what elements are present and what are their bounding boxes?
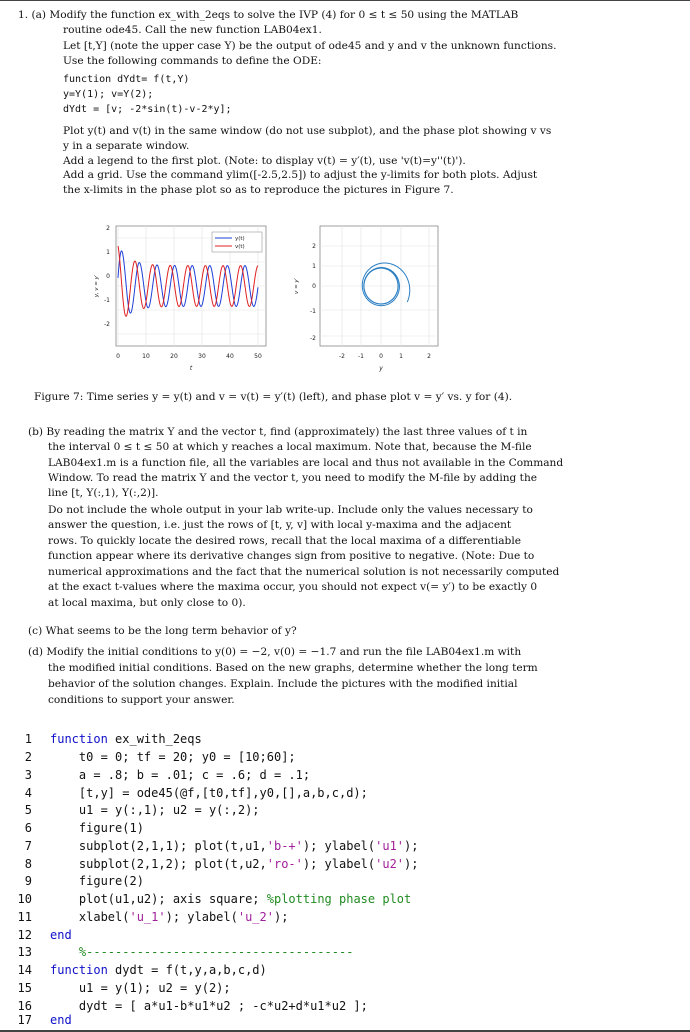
code-line-10 — [50, 892, 411, 906]
part-d-line-4: conditions to support your answer. — [48, 694, 235, 706]
ts-ylabel: y, v = y′ — [94, 274, 100, 298]
code-line-17: end — [50, 1013, 72, 1027]
ph-ytick: 1 — [312, 263, 316, 270]
part-c-line-1: (c) What seems to be the long term behavior of y? — [28, 625, 297, 637]
problem-1a-line-2: routine ode45. Call the new function LAB04ex1. — [63, 24, 322, 36]
part-b-line-8: rows. To quickly locate the desired rows, recall that the local maxima of a differentiable — [48, 535, 521, 547]
code-text: plot(u1,u2); axis square; — [50, 892, 267, 906]
code-line-1 — [50, 732, 202, 746]
ts-xtick: 0 — [116, 353, 120, 360]
part-b-line-4: Window. To read the matrix Y and the vector t, you need to modify the M-file by adding the — [48, 472, 538, 484]
time-series-legend — [212, 232, 262, 252]
code-line-15: u1 = y(1); u2 = y(2); — [50, 981, 231, 995]
code-line-7 — [50, 839, 418, 853]
code-line-11 — [50, 910, 288, 924]
ph-ytick: -2 — [310, 335, 316, 342]
string-literal: 'u1' — [375, 839, 405, 853]
part-b-line-6: Do not include the whole output in your lab write-up. Include only the values necessary to — [48, 504, 533, 516]
code-line-12: end — [50, 928, 72, 942]
ode-code-line-3: dYdt = [v; -2*sin(t)-v-2*y]; — [63, 104, 232, 115]
part-b-line-12: at local maxima, but only close to 0). — [48, 597, 246, 609]
part-b-line-3: LAB04ex1.m is a function file, all the variables are local and thus not available in the Command — [48, 457, 564, 469]
string-literal: 'ro-' — [266, 857, 303, 871]
code-line-2: t0 = 0; tf = 20; y0 = [10;60]; — [50, 750, 296, 764]
part-d-line-2: the modified initial conditions. Based on the new graphs, determine whether the long term — [48, 662, 538, 674]
ph-ytick: 2 — [312, 243, 316, 250]
problem-1a-line-6: y in a separate window. — [63, 140, 190, 152]
ph-xtick: 1 — [399, 353, 403, 360]
ts-ytick: 0 — [106, 273, 110, 280]
ph-xtick: 2 — [427, 353, 431, 360]
line-number: 8 — [24, 857, 32, 871]
code-text: ); ylabel( — [302, 857, 376, 871]
code-line-16: dydt = [ a*u1-b*u1*u2 ; -c*u2+d*u1*u2 ]; — [50, 999, 368, 1013]
code-line-3: a = .8; b = .01; c = .6; d = .1; — [50, 768, 311, 782]
code-line-5: u1 = y(:,1); u2 = y(:,2); — [50, 803, 260, 817]
code-line-4: [t,y] = ode45(@f,[t0,tf],y0,[],a,b,c,d); — [50, 786, 368, 800]
code-text: xlabel( — [50, 910, 130, 924]
legend-y-label: y(t) — [235, 236, 245, 242]
line-number: 14 — [17, 963, 32, 977]
line-number: 11 — [17, 910, 32, 924]
code-line-8 — [50, 857, 418, 871]
line-number: 4 — [24, 786, 32, 800]
line-number: 15 — [17, 981, 32, 995]
part-b-line-9: function appear where its derivative changes sign from positive to negative. (Note: Due to — [48, 550, 535, 562]
ode-code-line-2: y=Y(1); v=Y(2); — [63, 89, 154, 100]
code-line-14 — [50, 963, 267, 977]
part-b-line-7: answer the question, i.e. just the rows of [t, y, v] with local y-maxima and the adjacent — [48, 519, 512, 531]
line-number: 6 — [24, 821, 32, 835]
ph-xtick: 0 — [379, 353, 383, 360]
code-text: subplot(2,1,1); plot(t,u1, — [50, 839, 267, 853]
phase-plot — [284, 218, 444, 373]
code-text: ); ylabel( — [165, 910, 238, 924]
line-number: 9 — [24, 874, 32, 888]
problem-1a-line-1: 1. (a) Modify the function ex_with_2eqs to solve the IVP (4) for 0 ≤ t ≤ 50 using the MATLAB — [18, 9, 519, 21]
time-series-yticks — [104, 225, 110, 328]
problem-1a-line-9: the x-limits in the phase plot so as to reproduce the pictures in Figure 7. — [63, 184, 454, 196]
string-literal: 'u_2' — [237, 910, 274, 924]
problem-1a-line-7: Add a legend to the first plot. (Note: to display v(t) = y′(t), use 'v(t)=y''(t)'). — [63, 155, 466, 167]
ts-xtick: 10 — [142, 353, 150, 360]
code-text: ); — [404, 857, 419, 871]
line-number: 10 — [17, 892, 32, 906]
ts-ytick: -2 — [104, 321, 110, 328]
phase-xticks — [339, 353, 431, 360]
code-text: ex_with_2eqs — [107, 732, 202, 746]
part-b-line-5: line [t, Y(:,1), Y(:,2)]. — [48, 487, 159, 499]
string-literal: 'u_1' — [129, 910, 166, 924]
code-comment: %plotting phase plot — [266, 892, 412, 906]
keyword: function — [50, 732, 108, 746]
line-number: 12 — [17, 928, 32, 942]
problem-1a-line-8: Add a grid. Use the command ylim([-2.5,2.5]) to adjust the y-limits for both plots. Adjust — [63, 169, 538, 181]
code-text: ); — [273, 910, 289, 924]
ts-ytick: 2 — [106, 225, 110, 232]
line-number: 1 — [24, 732, 32, 746]
part-b-line-11: at the exact t-values where the maxima occur, you should not expect v(= y′) to be exactly 0 — [48, 581, 538, 593]
line-number: 2 — [24, 750, 32, 764]
code-text: dydt = f(t,y,a,b,c,d) — [107, 963, 267, 977]
string-literal: 'b-+' — [266, 839, 303, 853]
code-line-13: %------------------------------------- — [50, 945, 354, 959]
time-series-plot — [84, 218, 280, 373]
line-number: 7 — [24, 839, 32, 853]
code-line-6: figure(1) — [50, 821, 144, 835]
problem-1a-line-3: Let [t,Y] (note the upper case Y) be the output of ode45 and y and v the unknown functions. — [63, 40, 557, 52]
part-b-line-2: the interval 0 ≤ t ≤ 50 at which y reaches a local maximum. Note that, because the M-file — [48, 441, 532, 453]
figure-caption: Figure 7: Time series y = y(t) and v = v(t) = y′(t) (left), and phase plot v = y′ vs. y for (4). — [34, 391, 513, 403]
legend-v-label: v(t) — [235, 244, 245, 250]
ts-xtick: 20 — [170, 353, 178, 360]
part-d-line-1: (d) Modify the initial conditions to y(0) = −2, v(0) = −1.7 and run the file LAB04ex1.m with — [28, 646, 522, 658]
time-series-xticks — [116, 353, 262, 360]
ts-ytick: -1 — [104, 297, 110, 304]
part-b-line-1: (b) By reading the matrix Y and the vector t, find (approximately) the last three values of t in — [28, 426, 528, 438]
ph-xtick: -2 — [339, 353, 345, 360]
ts-xtick: 50 — [254, 353, 262, 360]
ts-xtick: 40 — [226, 353, 234, 360]
line-number: 5 — [24, 803, 32, 817]
ode-code-line-1: function dYdt= f(t,Y) — [63, 74, 190, 85]
ph-xlabel: y — [379, 365, 383, 372]
part-b-line-10: numerical approximations and the fact that the numerical solution is not necessarily computed — [48, 566, 560, 578]
problem-1a-line-4: Use the following commands to define the ODE: — [63, 55, 322, 67]
ts-ytick: 1 — [106, 249, 110, 256]
code-text: ); — [404, 839, 419, 853]
code-line-9: figure(2) — [50, 874, 144, 888]
ph-xtick: -1 — [358, 353, 364, 360]
ts-xtick: 30 — [198, 353, 206, 360]
line-number: 3 — [24, 768, 32, 782]
line-number: 13 — [17, 945, 32, 959]
line-number: 17 — [17, 1013, 32, 1027]
code-text: subplot(2,1,2); plot(t,u2, — [50, 857, 267, 871]
keyword: function — [50, 963, 108, 977]
problem-1a-line-5: Plot y(t) and v(t) in the same window (do not use subplot), and the phase plot showing v vs — [63, 125, 552, 137]
ph-ytick: -1 — [310, 308, 316, 315]
ts-xlabel: t — [189, 365, 193, 372]
ph-ytick: 0 — [312, 283, 316, 290]
string-literal: 'u2' — [375, 857, 405, 871]
phase-yticks — [310, 243, 316, 342]
top-rule — [0, 0, 690, 1]
part-d-line-3: behavior of the solution changes. Explain. Include the pictures with the modified initial — [48, 678, 518, 690]
code-text: ); ylabel( — [302, 839, 376, 853]
ph-ylabel: v = y′ — [294, 278, 300, 294]
line-number: 16 — [17, 999, 32, 1013]
